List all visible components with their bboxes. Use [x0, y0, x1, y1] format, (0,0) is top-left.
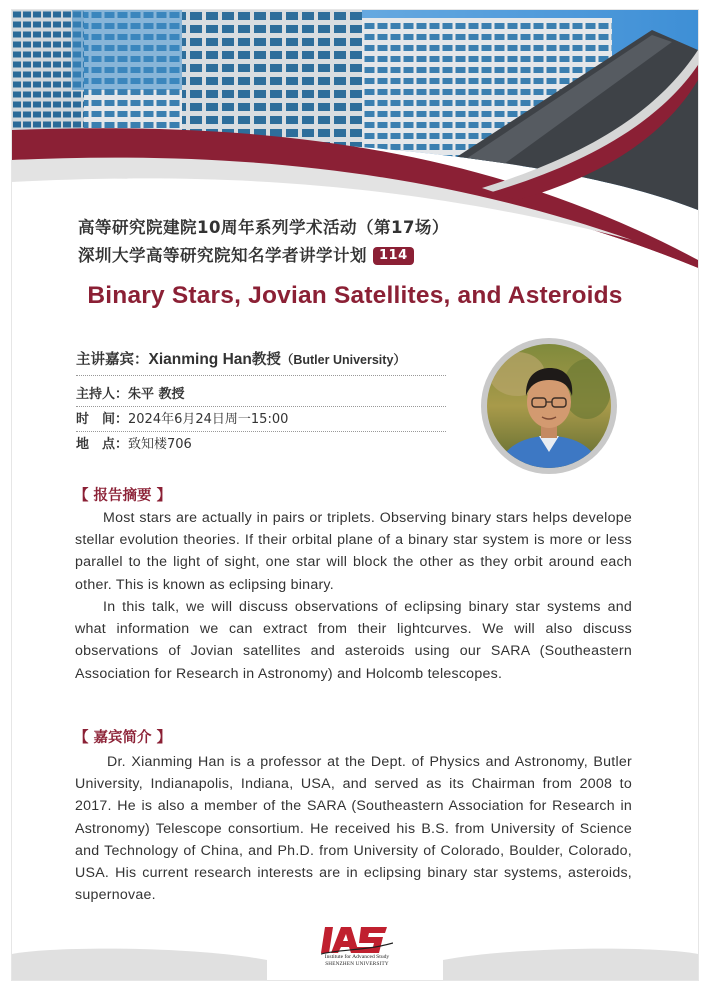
abstract-paragraph-2: In this talk, we will discuss observations of eclipsing binary star systems and what information we can extract from their lightcurves. We will also discuss observations of Jovian satellites and asteroids using our SARA (Southeastern Association for Research in Astronomy) and Holcomb telescopes. — [75, 599, 632, 682]
time-label: 时 间： — [76, 412, 129, 427]
speaker-portrait — [487, 344, 611, 468]
host-row — [76, 383, 446, 407]
bio-paragraph: Dr. Xianming Han is a professor at the Dept. of Physics and Astronomy, Butler University, Indianapolis, Indiana, USA, and served as its Chairman from 2008 to 2017. He is also a member of the SARA (Southeastern Association for Research in Astronomy) Telescope consortium. He received his B.S. from University of Science and Technology of China, and Ph.D. from University of Colorado, Boulder, Colorado, USA. His current research interests are in eclipsing binary star systems, asteroids, supernovae. — [75, 754, 632, 904]
speaker-affiliation: （Butler University） — [280, 353, 406, 367]
place-label: 地 点： — [76, 437, 129, 452]
program-number-badge: 114 — [373, 247, 414, 265]
logo-line-1: Institute for Advanced Study — [324, 954, 390, 960]
speaker-photo — [481, 338, 617, 474]
abstract-heading: 【 报告摘要 】 — [74, 488, 172, 504]
talk-title: Binary Stars, Jovian Satellites, and Asteroids — [87, 282, 623, 309]
time-row — [76, 408, 446, 432]
speaker-label: 主讲嘉宾： — [76, 352, 149, 368]
place-row — [76, 433, 446, 456]
host-label: 主持人： — [76, 387, 129, 402]
program-name: 深圳大学高等研究院知名学者讲学计划 — [78, 246, 367, 265]
ias-logo-mark — [321, 923, 393, 955]
bio-heading: 【 嘉宾简介 】 — [74, 730, 172, 746]
logo-line-2: SHENZHEN UNIVERSITY — [325, 961, 389, 967]
time-value: 2024年6月24日周一15:00 — [128, 412, 289, 427]
poster — [12, 10, 698, 980]
place-value: 致知楼706 — [128, 437, 192, 452]
ias-logo — [321, 923, 393, 979]
abstract-paragraph-1: Most stars are actually in pairs or triplets. Observing binary stars helps develope stellar evolution theories. If their orbital plane of a binary star system is more or less parallel to the light of sight, one star will block the other as they orbit around each other. This is known as eclipsing binary. — [75, 510, 632, 593]
speaker-title: 教授 — [251, 352, 281, 368]
lecture-program-title — [78, 242, 638, 266]
host-value: 朱平 教授 — [128, 387, 185, 402]
event-series-title: 高等研究院建院10周年系列学术活动（第17场） — [78, 218, 449, 237]
speaker-row — [76, 348, 446, 376]
speaker-name: Xianming Han — [148, 351, 252, 368]
